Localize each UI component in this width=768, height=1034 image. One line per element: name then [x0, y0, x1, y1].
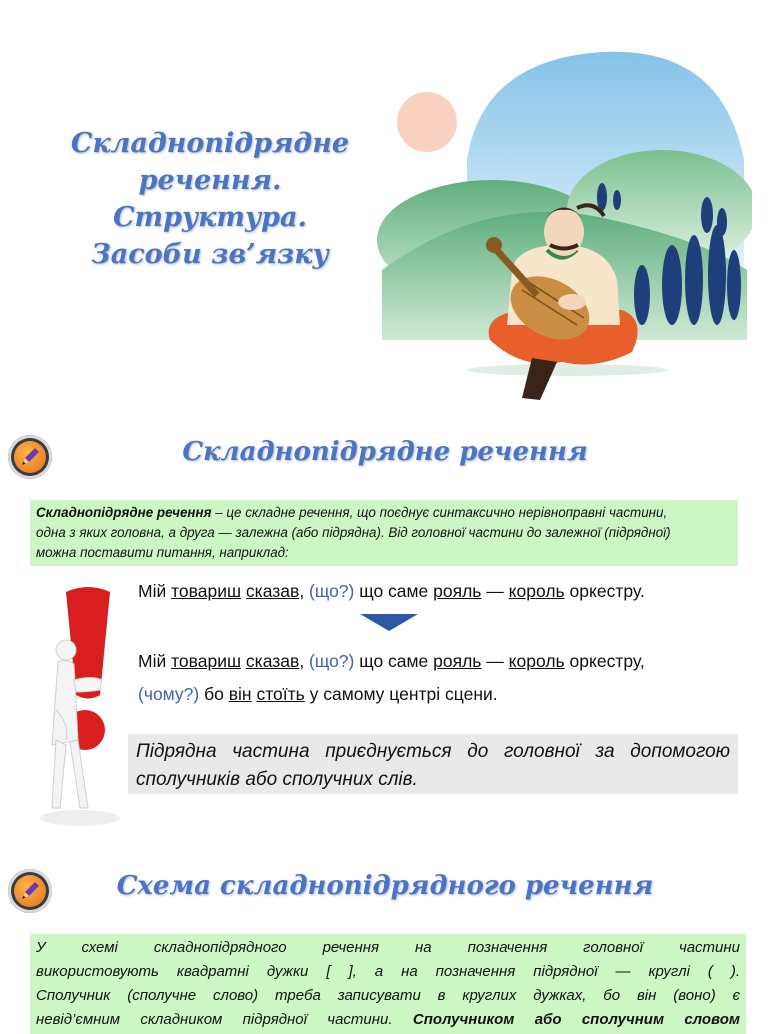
definition-text-3: можна поставити питання, наприклад:	[36, 545, 289, 560]
pencil-badge-icon	[8, 435, 52, 479]
definition-term: Складнопідрядне речення	[36, 505, 212, 520]
section-heading-2: Схема складнопідрядного речення	[116, 871, 654, 901]
scheme-text-4-bold: Сполучником або сполучним словом	[412, 1011, 740, 1028]
title-line-1: Складнопідрядне речення.	[70, 128, 350, 196]
scheme-text-3: Сполучник (сполучне слово) треба записувати в круглих дужках, бо він (воно) є	[36, 987, 740, 1004]
section-heading-1: Складнопідрядне речення	[182, 437, 588, 467]
example-sentence-3: (чому?) бо він стоїть у самому центрі сцени.	[138, 684, 498, 704]
example-sentence-1: Мій товариш сказав, (що?) що саме рояль — король оркестру.	[138, 581, 645, 601]
definition-text-2: одна з яких головна, а друга — залежна (або підрядна). Від головної частини до залежної (підрядної)	[36, 525, 671, 540]
down-arrow-icon	[360, 612, 418, 632]
definition-text-1: – це складне речення, що поєднує синтаксично нерівноправні частини,	[211, 505, 668, 520]
definition-box	[30, 500, 738, 566]
page-title	[20, 125, 400, 273]
note-box	[128, 734, 738, 794]
scheme-paragraph-box	[30, 934, 746, 1034]
kobzar-illustration	[372, 40, 752, 410]
scheme-text-1: У схемі складнопідрядного речення на позначення головної частини	[36, 939, 740, 956]
exclamation-figure	[30, 580, 130, 830]
scheme-text-2: використовують квадратні дужки [ ], а на позначення підрядної — круглі ( ).	[36, 963, 740, 980]
title-line-3: Засоби зв’язку	[91, 239, 329, 270]
example-sentence-2: Мій товариш сказав, (що?) що саме рояль — король оркестру,	[138, 651, 645, 671]
title-line-2: Структура.	[113, 202, 307, 233]
scheme-text-4: невід’ємним складником підрядної частини.	[36, 1011, 413, 1028]
pencil-badge-icon	[8, 869, 52, 913]
note-text: Підрядна частина приєднується до головної за допомогою сполучників або сполучних слів.	[136, 741, 730, 790]
